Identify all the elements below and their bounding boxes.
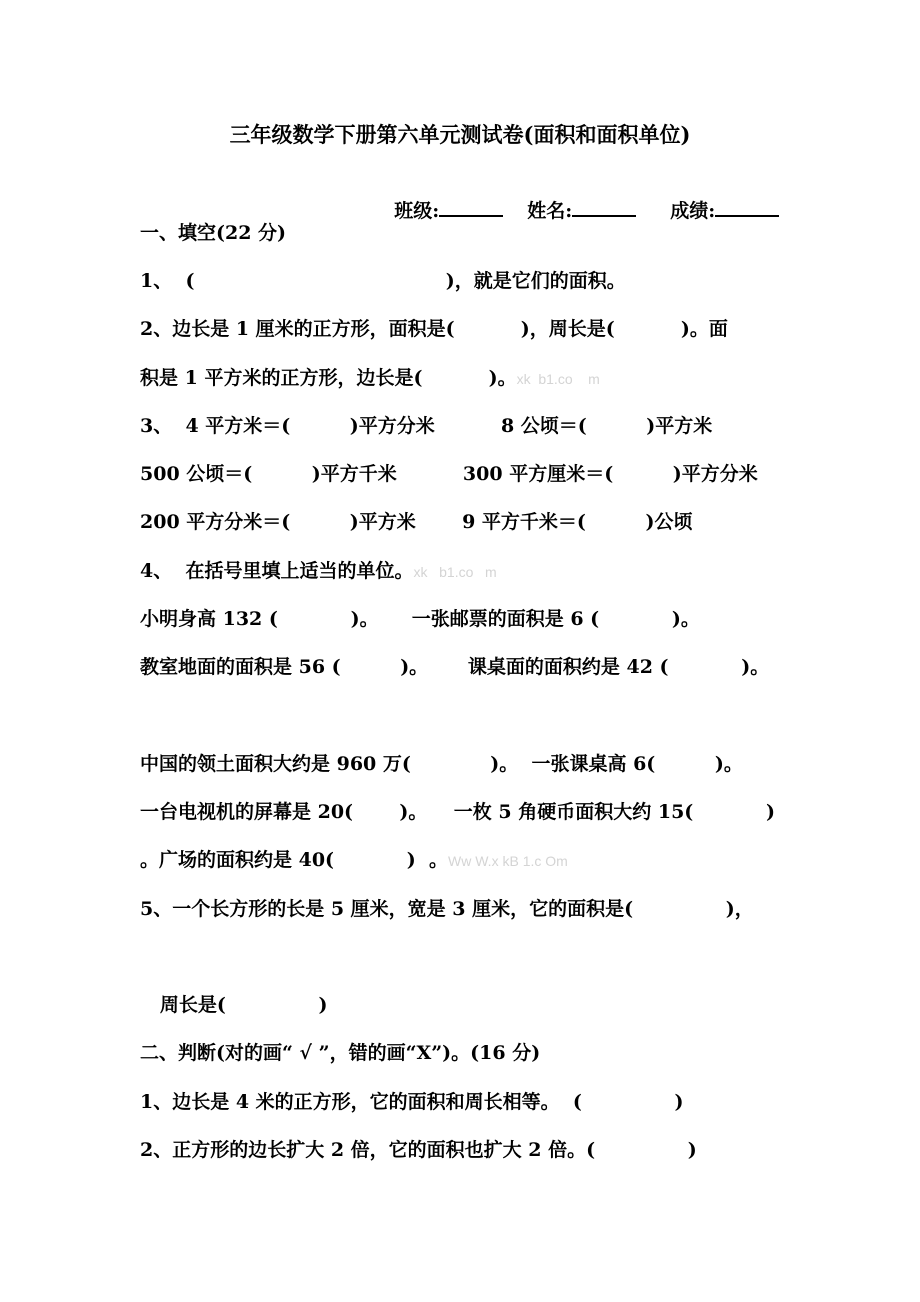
question-4-line2: 教室地面的面积是 56 ( )。 课桌面的面积约是 42 ( )。 [140,656,770,678]
question-5-line2: 周长是( ) [140,994,328,1016]
question-3-line3: 200 平方分米＝( )平方米 9 平方千米＝( )公顷 [140,511,693,533]
header-fields [381,171,779,224]
question-4: 4、 在括号里填上适当的单位。xk b1.co m [140,560,497,582]
section2-heading: 二、判断(对的画“ √ ”，错的画“X”)。(16 分) [140,1042,541,1064]
question-3-line2: 500 公顷＝( )平方千米 300 平方厘米＝( )平方分米 [140,463,758,485]
class-blank [439,197,503,217]
question-3-line1: 3、 4 平方米＝( )平方分米 8 公顷＝( )平方米 [140,415,713,437]
question-4-line1: 小明身高 132 ( )。 一张邮票的面积是 6 ( )。 [140,608,700,630]
watermark: Ww W.x kB 1.c Om [448,853,568,869]
page-title: 三年级数学下册第六单元测试卷(面积和面积单位) [229,122,691,147]
score-label: 成绩: [670,200,716,222]
question-5-line1: 5、一个长方形的长是 5 厘米，宽是 3 厘米，它的面积是( )， [140,898,754,920]
question-2-line2: 积是 1 平方米的正方形，边长是( )。xk b1.co m [140,367,600,389]
name-blank [572,197,636,217]
question-4-line3: 中国的领土面积大约是 960 万( )。 一张课桌高 6( )。 [140,753,743,775]
judge-question-1: 1、边长是 4 米的正方形，它的面积和周长相等。 ( ) [140,1091,684,1113]
watermark: xk b1.co m [413,564,497,580]
score-blank [715,197,779,217]
watermark: xk b1.co m [516,371,600,387]
judge-question-2: 2、正方形的边长扩大 2 倍，它的面积也扩大 2 倍。( ) [140,1139,697,1161]
class-label: 班级: [394,200,440,222]
question-2-line1: 2、边长是 1 厘米的正方形，面积是( )，周长是( )。面 [140,318,728,340]
question-1: 1、 ( )，就是它们的面积。 [140,270,626,292]
question-4-line4: 一台电视机的屏幕是 20( )。 一枚 5 角硬币面积大约 15( ) [140,801,776,823]
question-4-line5: 。广场的面积约是 40( ) 。Ww W.x kB 1.c Om [140,849,568,871]
name-label: 姓名: [527,200,573,222]
section1-heading: 一、填空(22 分) [140,222,287,244]
